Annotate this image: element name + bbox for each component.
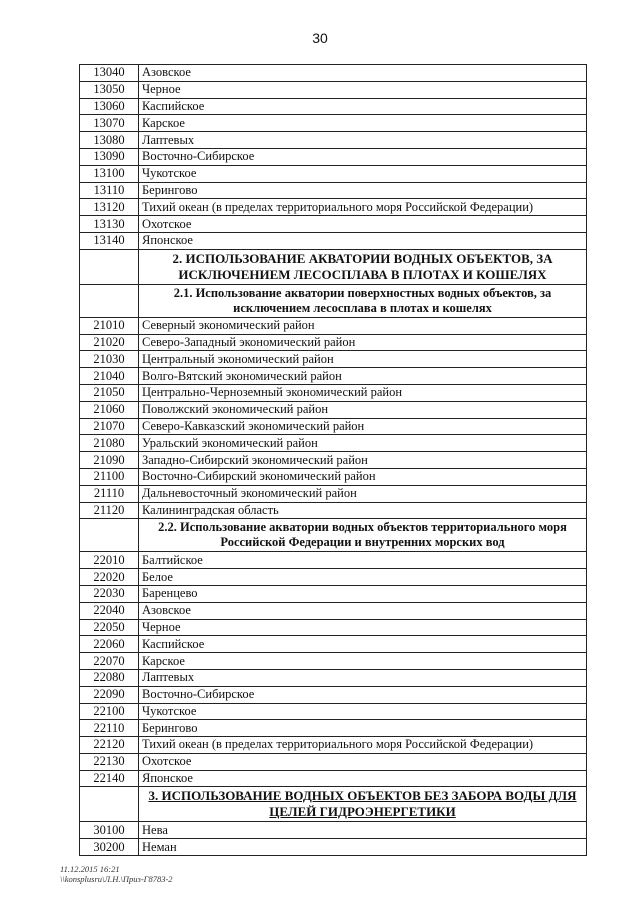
section-heading: 3. ИСПОЛЬЗОВАНИЕ ВОДНЫХ ОБЪЕКТОВ БЕЗ ЗАБОРА ВОДЫ ДЛЯ ЦЕЛЕЙ ГИДРОЭНЕРГЕТИКИ: [139, 787, 587, 822]
row-code: 22130: [80, 753, 139, 770]
row-name: Баренцево: [139, 585, 587, 602]
table-row: [80, 703, 587, 720]
table-row: [80, 720, 587, 737]
row-code: 13140: [80, 232, 139, 249]
table-row: [80, 232, 587, 249]
row-name: Волго-Вятский экономический район: [139, 368, 587, 385]
row-name: Охотское: [139, 753, 587, 770]
subsection-heading-row: [80, 519, 587, 552]
table-row: [80, 839, 587, 856]
table-row: [80, 485, 587, 502]
row-name: Нева: [139, 822, 587, 839]
row-name: Лаптевых: [139, 132, 587, 149]
row-name: Центральный экономический район: [139, 351, 587, 368]
row-name: Поволжский экономический район: [139, 401, 587, 418]
row-code: 21120: [80, 502, 139, 519]
row-name: Лаптевых: [139, 669, 587, 686]
page-number: 30: [312, 30, 328, 46]
row-code: 21020: [80, 334, 139, 351]
row-name: Карское: [139, 115, 587, 132]
row-code: 21060: [80, 401, 139, 418]
table-row: [80, 569, 587, 586]
row-name: Карское: [139, 653, 587, 670]
row-code: 13080: [80, 132, 139, 149]
row-name: Японское: [139, 770, 587, 787]
row-code: 13120: [80, 199, 139, 216]
table-row: [80, 216, 587, 233]
footer-path: \\konsplusru\Л.Н.\Приз-Г878З-2: [60, 874, 173, 884]
empty-code-cell: [80, 249, 139, 284]
row-code: 30200: [80, 839, 139, 856]
row-name: Северный экономический район: [139, 317, 587, 334]
row-code: 22070: [80, 653, 139, 670]
row-code: 22060: [80, 636, 139, 653]
section-heading-row: [80, 249, 587, 284]
row-code: 22010: [80, 552, 139, 569]
row-name: Азовское: [139, 65, 587, 82]
row-code: 22120: [80, 737, 139, 754]
row-code: 22140: [80, 770, 139, 787]
subsection-heading: 2.2. Использование акватории водных объектов территориального моря Российской Федерации и внутренних морских вод: [139, 519, 587, 552]
row-name: Дальневосточный экономический район: [139, 485, 587, 502]
table-row: [80, 585, 587, 602]
row-code: 13100: [80, 165, 139, 182]
table-row: [80, 384, 587, 401]
table-row: [80, 98, 587, 115]
table-row: [80, 132, 587, 149]
row-code: 30100: [80, 822, 139, 839]
section-heading: 2. ИСПОЛЬЗОВАНИЕ АКВАТОРИИ ВОДНЫХ ОБЪЕКТОВ, ЗА ИСКЛЮЧЕНИЕМ ЛЕСОСПЛАВА В ПЛОТАХ И КОШЕЛЯХ: [139, 249, 587, 284]
table-row: [80, 317, 587, 334]
table-row: [80, 401, 587, 418]
row-name: Охотское: [139, 216, 587, 233]
table-row: [80, 468, 587, 485]
row-name: Уральский экономический район: [139, 435, 587, 452]
table-row: [80, 770, 587, 787]
row-name: Калининградская область: [139, 502, 587, 519]
row-name: Японское: [139, 232, 587, 249]
row-code: 13090: [80, 148, 139, 165]
subsection-heading-row: [80, 284, 587, 317]
row-code: 22110: [80, 720, 139, 737]
row-name: Восточно-Сибирский экономический район: [139, 468, 587, 485]
row-name: Черное: [139, 81, 587, 98]
row-code: 13050: [80, 81, 139, 98]
row-name: Тихий океан (в пределах территориального моря Российской Федерации): [139, 737, 587, 754]
table-row: [80, 602, 587, 619]
table-row: [80, 182, 587, 199]
table-row: [80, 351, 587, 368]
row-code: 13070: [80, 115, 139, 132]
table-row: [80, 753, 587, 770]
row-code: 21050: [80, 384, 139, 401]
row-code: 21090: [80, 452, 139, 469]
table-row: [80, 435, 587, 452]
row-code: 13130: [80, 216, 139, 233]
table-row: [80, 368, 587, 385]
row-name: Балтийское: [139, 552, 587, 569]
table-row: [80, 452, 587, 469]
row-name: Неман: [139, 839, 587, 856]
table-row: [80, 619, 587, 636]
row-code: 22100: [80, 703, 139, 720]
row-code: 21040: [80, 368, 139, 385]
table-row: [80, 737, 587, 754]
row-code: 21110: [80, 485, 139, 502]
row-name: Восточно-Сибирское: [139, 148, 587, 165]
row-name: Северо-Западный экономический район: [139, 334, 587, 351]
row-name: Азовское: [139, 602, 587, 619]
row-name: Западно-Сибирский экономический район: [139, 452, 587, 469]
table-body: [80, 65, 587, 856]
row-name: Тихий океан (в пределах территориального моря Российской Федерации): [139, 199, 587, 216]
table-row: [80, 669, 587, 686]
table-row: [80, 65, 587, 82]
table-row: [80, 165, 587, 182]
row-name: Каспийское: [139, 98, 587, 115]
empty-code-cell: [80, 284, 139, 317]
table-row: [80, 199, 587, 216]
document-footer: [60, 864, 173, 884]
row-code: 13040: [80, 65, 139, 82]
row-code: 22030: [80, 585, 139, 602]
table-row: [80, 636, 587, 653]
footer-timestamp: 11.12.2015 16:21: [60, 864, 120, 874]
row-name: Центрально-Черноземный экономический район: [139, 384, 587, 401]
table-row: [80, 334, 587, 351]
row-code: 22020: [80, 569, 139, 586]
row-name: Белое: [139, 569, 587, 586]
row-code: 13060: [80, 98, 139, 115]
row-name: Северо-Кавказский экономический район: [139, 418, 587, 435]
row-name: Чукотское: [139, 165, 587, 182]
table-row: [80, 686, 587, 703]
table-row: [80, 653, 587, 670]
subsection-heading: 2.1. Использование акватории поверхностных водных объектов, за исключением лесосплава в плотах и кошелях: [139, 284, 587, 317]
row-code: 22050: [80, 619, 139, 636]
row-code: 21030: [80, 351, 139, 368]
row-name: Каспийское: [139, 636, 587, 653]
row-name: Черное: [139, 619, 587, 636]
row-code: 21100: [80, 468, 139, 485]
section-heading-row: [80, 787, 587, 822]
row-name: Берингово: [139, 720, 587, 737]
table-row: [80, 418, 587, 435]
row-code: 22040: [80, 602, 139, 619]
table-row: [80, 115, 587, 132]
row-code: 21080: [80, 435, 139, 452]
row-name: Чукотское: [139, 703, 587, 720]
table-row: [80, 148, 587, 165]
classification-table: [79, 64, 587, 856]
table-row: [80, 552, 587, 569]
table-row: [80, 81, 587, 98]
empty-code-cell: [80, 519, 139, 552]
row-code: 21010: [80, 317, 139, 334]
row-code: 22090: [80, 686, 139, 703]
row-code: 21070: [80, 418, 139, 435]
row-code: 22080: [80, 669, 139, 686]
row-name: Берингово: [139, 182, 587, 199]
row-name: Восточно-Сибирское: [139, 686, 587, 703]
table-row: [80, 822, 587, 839]
empty-code-cell: [80, 787, 139, 822]
row-code: 13110: [80, 182, 139, 199]
table-row: [80, 502, 587, 519]
